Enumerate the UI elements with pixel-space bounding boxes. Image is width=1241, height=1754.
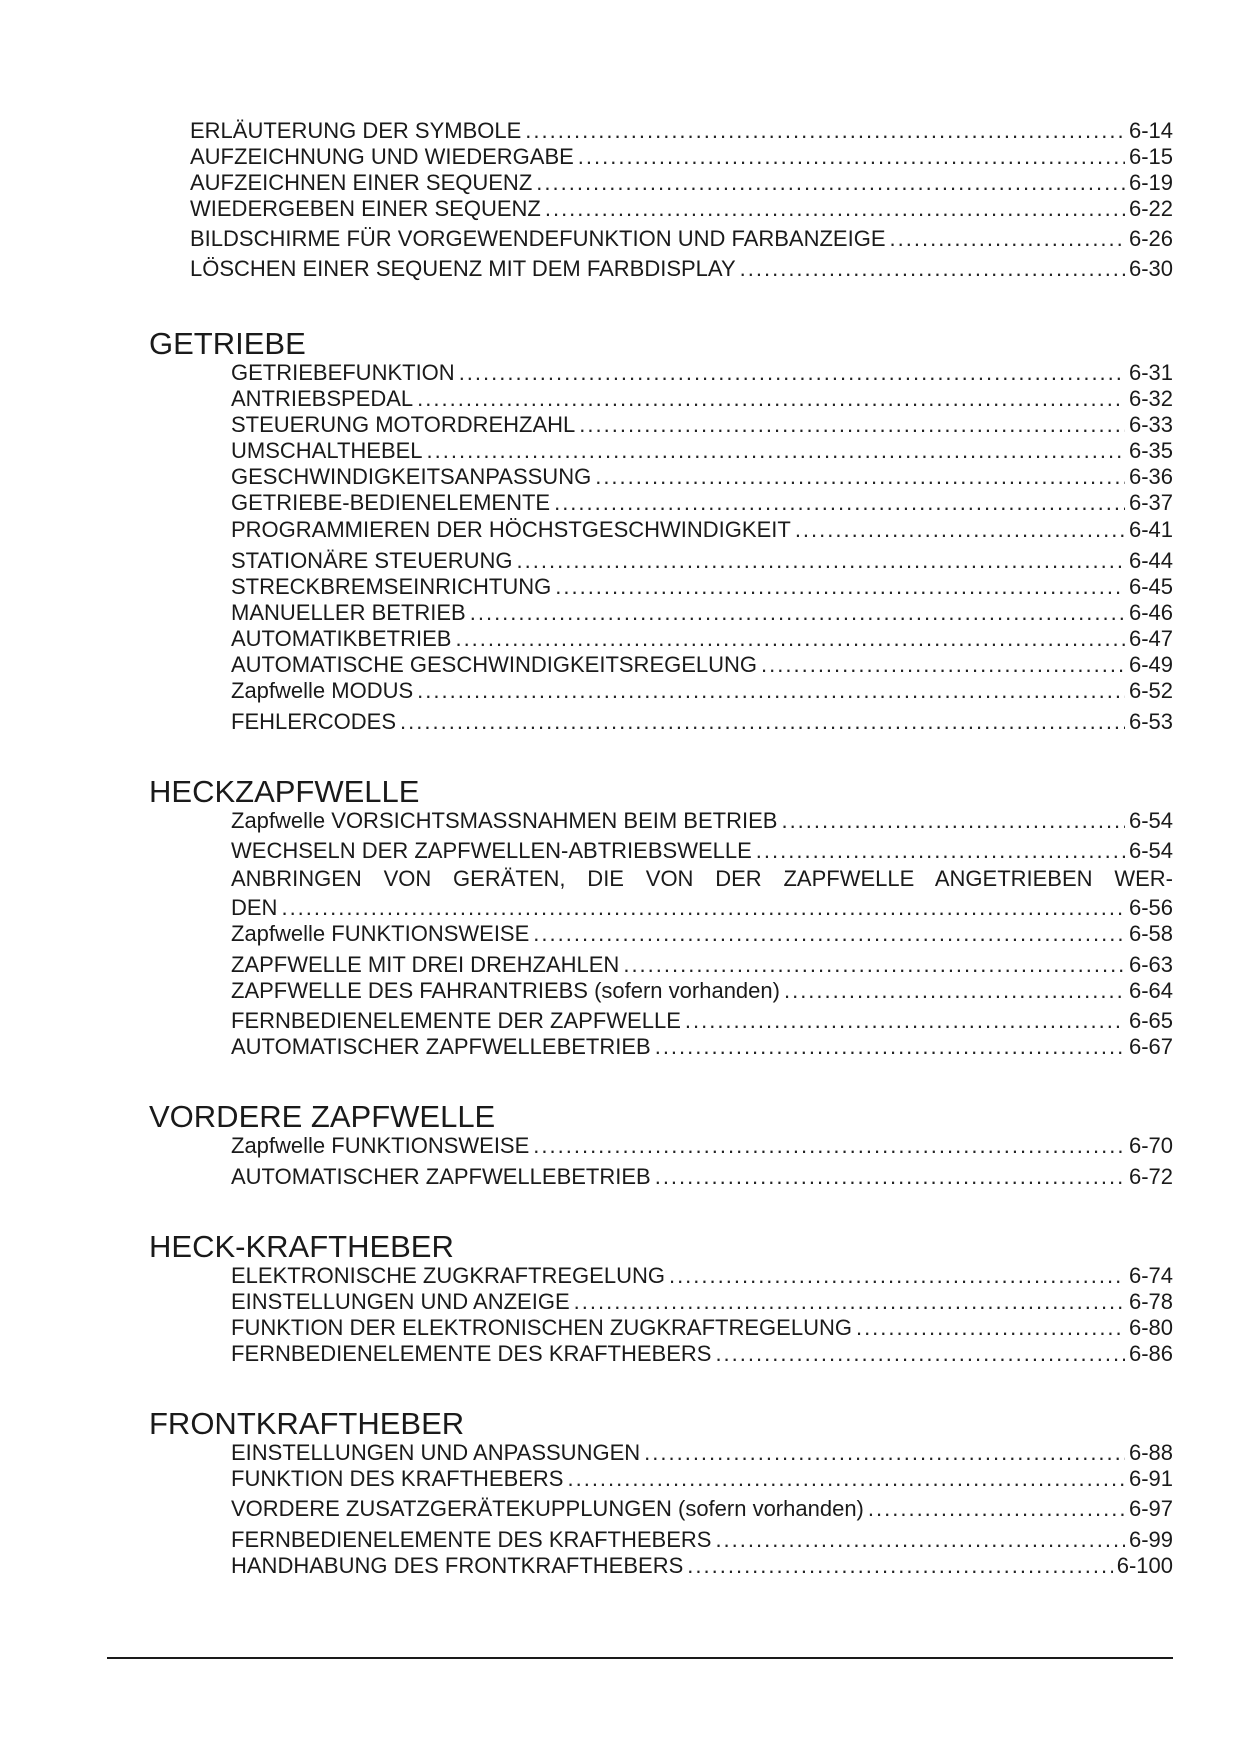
entry-title: AUTOMATISCHE GESCHWINDIGKEITSREGELUNG bbox=[231, 652, 758, 677]
entry-title: BILDSCHIRME FÜR VORGEWENDEFUNKTION UND FARBANZEIGE bbox=[190, 226, 886, 251]
dot-leader bbox=[669, 1263, 1125, 1289]
toc-entry[interactable] bbox=[231, 1440, 1173, 1466]
entry-page-number: 6-41 bbox=[1128, 517, 1173, 542]
dot-leader bbox=[685, 1008, 1125, 1034]
dot-leader bbox=[868, 1496, 1125, 1522]
entry-title: ZAPFWELLE MIT DREI DREHZAHLEN bbox=[231, 952, 620, 977]
entry-page-number: 6-54 bbox=[1128, 808, 1173, 833]
section-heading: GETRIEBE bbox=[149, 326, 306, 361]
dot-leader bbox=[554, 490, 1125, 516]
entry-page-number: 6-80 bbox=[1128, 1315, 1173, 1340]
toc-entry[interactable] bbox=[231, 517, 1173, 543]
toc-entry[interactable] bbox=[231, 1466, 1173, 1492]
entry-title: ELEKTRONISCHE ZUGKRAFTREGELUNG bbox=[231, 1263, 665, 1288]
toc-entry[interactable] bbox=[231, 412, 1173, 438]
entry-title: FERNBEDIENELEMENTE DES KRAFTHEBERS bbox=[231, 1341, 712, 1366]
section-heading: HECK-KRAFTHEBER bbox=[149, 1229, 454, 1264]
dot-leader bbox=[574, 1289, 1125, 1315]
dot-leader bbox=[417, 386, 1125, 412]
toc-entry[interactable] bbox=[231, 438, 1173, 464]
entry-page-number: 6-46 bbox=[1128, 600, 1173, 625]
toc-entry[interactable] bbox=[231, 1133, 1173, 1159]
dot-leader bbox=[715, 1527, 1125, 1553]
entry-page-number: 6-33 bbox=[1128, 412, 1173, 437]
entry-page-number: 6-86 bbox=[1128, 1341, 1173, 1366]
entry-title: FERNBEDIENELEMENTE DER ZAPFWELLE bbox=[231, 1008, 681, 1033]
toc-entry[interactable] bbox=[231, 952, 1173, 978]
entry-page-number: 6-37 bbox=[1128, 490, 1173, 515]
entry-page-number: 6-97 bbox=[1128, 1496, 1173, 1521]
entry-page-number: 6-64 bbox=[1128, 978, 1173, 1003]
entry-title: Zapfwelle FUNKTIONSWEISE bbox=[231, 921, 530, 946]
toc-entry[interactable] bbox=[231, 1164, 1173, 1190]
dot-leader bbox=[427, 438, 1125, 464]
toc-entry[interactable] bbox=[231, 360, 1173, 386]
entry-page-number: 6-26 bbox=[1128, 226, 1173, 251]
dot-leader bbox=[715, 1341, 1125, 1367]
toc-entry[interactable] bbox=[231, 1341, 1173, 1367]
entry-page-number: 6-54 bbox=[1128, 838, 1173, 863]
entry-title: ERLÄUTERUNG DER SYMBOLE bbox=[190, 118, 522, 143]
dot-leader bbox=[761, 652, 1125, 678]
toc-entry[interactable] bbox=[190, 170, 1173, 196]
entry-page-number: 6-49 bbox=[1128, 652, 1173, 677]
toc-entry[interactable] bbox=[231, 978, 1173, 1004]
dot-leader bbox=[687, 1553, 1112, 1579]
entry-title: FUNKTION DER ELEKTRONISCHEN ZUGKRAFTREGELUNG bbox=[231, 1315, 852, 1340]
entry-title: GESCHWINDIGKEITSANPASSUNG bbox=[231, 464, 592, 489]
entry-title: GETRIEBE-BEDIENELEMENTE bbox=[231, 490, 551, 515]
toc-entry[interactable] bbox=[231, 1034, 1173, 1060]
dot-leader bbox=[533, 921, 1125, 947]
section-heading: VORDERE ZAPFWELLE bbox=[149, 1099, 496, 1134]
entry-title: PROGRAMMIEREN DER HÖCHSTGESCHWINDIGKEIT bbox=[231, 517, 791, 542]
dot-leader bbox=[795, 517, 1125, 543]
entry-title: MANUELLER BETRIEB bbox=[231, 600, 466, 625]
dot-leader bbox=[655, 1034, 1125, 1060]
entry-title: AUTOMATIKBETRIEB bbox=[231, 626, 452, 651]
entry-page-number: 6-35 bbox=[1128, 438, 1173, 463]
entry-title: AUTOMATISCHER ZAPFWELLEBETRIEB bbox=[231, 1164, 651, 1189]
toc-entry[interactable] bbox=[231, 808, 1173, 834]
entry-page-number: 6-78 bbox=[1128, 1289, 1173, 1314]
toc-entry[interactable] bbox=[231, 1527, 1173, 1553]
entry-title: STEUERUNG MOTORDREHZAHL bbox=[231, 412, 576, 437]
toc-entry[interactable] bbox=[231, 574, 1173, 600]
toc-entry[interactable] bbox=[190, 144, 1173, 170]
entry-page-number: 6-36 bbox=[1128, 464, 1173, 489]
toc-entry[interactable] bbox=[231, 464, 1173, 490]
entry-title: EINSTELLUNGEN UND ANPASSUNGEN bbox=[231, 1440, 641, 1465]
section-heading: FRONTKRAFTHEBER bbox=[149, 1406, 465, 1441]
entry-title: Zapfwelle FUNKTIONSWEISE bbox=[231, 1133, 530, 1158]
toc-entry[interactable] bbox=[231, 895, 1173, 921]
entry-page-number: 6-100 bbox=[1116, 1553, 1173, 1578]
entry-page-number: 6-88 bbox=[1128, 1440, 1173, 1465]
dot-leader bbox=[740, 256, 1125, 282]
entry-page-number: 6-67 bbox=[1128, 1034, 1173, 1059]
dot-leader bbox=[856, 1315, 1125, 1341]
entry-page-number: 6-53 bbox=[1128, 709, 1173, 734]
toc-entry[interactable] bbox=[231, 548, 1173, 574]
toc-entry[interactable] bbox=[190, 118, 1173, 144]
entry-title: FEHLERCODES bbox=[231, 709, 397, 734]
toc-entry[interactable] bbox=[231, 838, 1173, 864]
dot-leader bbox=[890, 226, 1125, 252]
entry-page-number: 6-99 bbox=[1128, 1527, 1173, 1552]
toc-entry[interactable] bbox=[190, 256, 1173, 282]
toc-entry[interactable] bbox=[231, 1553, 1173, 1579]
footer-rule bbox=[107, 1657, 1173, 1659]
toc-entry[interactable] bbox=[231, 1263, 1173, 1289]
toc-entry[interactable] bbox=[231, 709, 1173, 735]
entry-title: AUTOMATISCHER ZAPFWELLEBETRIEB bbox=[231, 1034, 651, 1059]
dot-leader bbox=[781, 808, 1125, 834]
dot-leader bbox=[417, 678, 1125, 704]
entry-page-number: 6-31 bbox=[1128, 360, 1173, 385]
entry-title: WIEDERGEBEN EINER SEQUENZ bbox=[190, 196, 541, 221]
toc-entry[interactable] bbox=[231, 652, 1173, 678]
entry-title-first-line[interactable]: ANBRINGEN VON GERÄTEN, DIE VON DER ZAPFWELLE ANGETRIEBEN WER- bbox=[231, 866, 1173, 891]
toc-entry[interactable] bbox=[231, 1496, 1173, 1522]
entry-page-number: 6-14 bbox=[1128, 118, 1173, 143]
entry-page-number: 6-74 bbox=[1128, 1263, 1173, 1288]
dot-leader bbox=[579, 412, 1125, 438]
entry-page-number: 6-63 bbox=[1128, 952, 1173, 977]
entry-page-number: 6-47 bbox=[1128, 626, 1173, 651]
toc-entry[interactable] bbox=[190, 226, 1173, 252]
entry-page-number: 6-91 bbox=[1128, 1466, 1173, 1491]
entry-page-number: 6-52 bbox=[1128, 678, 1173, 703]
entry-page-number: 6-32 bbox=[1128, 386, 1173, 411]
dot-leader bbox=[545, 196, 1125, 222]
dot-leader bbox=[281, 895, 1125, 921]
entry-page-number: 6-30 bbox=[1128, 256, 1173, 281]
toc-entry[interactable] bbox=[231, 1315, 1173, 1341]
entry-title: FUNKTION DES KRAFTHEBERS bbox=[231, 1466, 564, 1491]
entry-page-number: 6-56 bbox=[1128, 895, 1173, 920]
entry-title: UMSCHALTHEBEL bbox=[231, 438, 423, 463]
entry-title: EINSTELLUNGEN UND ANZEIGE bbox=[231, 1289, 570, 1314]
toc-entry[interactable] bbox=[231, 921, 1173, 947]
entry-title: ANTRIEBSPEDAL bbox=[231, 386, 414, 411]
entry-page-number: 6-15 bbox=[1128, 144, 1173, 169]
entry-title: HANDHABUNG DES FRONTKRAFTHEBERS bbox=[231, 1553, 684, 1578]
entry-page-number: 6-45 bbox=[1128, 574, 1173, 599]
dot-leader bbox=[533, 1133, 1125, 1159]
entry-title: AUFZEICHNEN EINER SEQUENZ bbox=[190, 170, 533, 195]
dot-leader bbox=[623, 952, 1125, 978]
entry-page-number: 6-72 bbox=[1128, 1164, 1173, 1189]
toc-entry[interactable] bbox=[231, 490, 1173, 516]
toc-entry[interactable] bbox=[190, 196, 1173, 222]
dot-leader bbox=[459, 360, 1125, 386]
toc-entry[interactable] bbox=[231, 1008, 1173, 1034]
entry-page-number: 6-65 bbox=[1128, 1008, 1173, 1033]
dot-leader bbox=[400, 709, 1125, 735]
dot-leader bbox=[567, 1466, 1124, 1492]
entry-title: LÖSCHEN EINER SEQUENZ MIT DEM FARBDISPLAY bbox=[190, 256, 736, 281]
toc-entry[interactable] bbox=[231, 600, 1173, 626]
entry-page-number: 6-44 bbox=[1128, 548, 1173, 573]
toc-entry[interactable] bbox=[231, 386, 1173, 412]
dot-leader bbox=[555, 574, 1125, 600]
entry-title: ZAPFWELLE DES FAHRANTRIEBS (sofern vorhanden) bbox=[231, 978, 780, 1003]
toc-entry[interactable] bbox=[231, 626, 1173, 652]
entry-title: AUFZEICHNUNG UND WIEDERGABE bbox=[190, 144, 574, 169]
entry-title: FERNBEDIENELEMENTE DES KRAFTHEBERS bbox=[231, 1527, 712, 1552]
entry-title: Zapfwelle VORSICHTSMASSNAHMEN BEIM BETRIEB bbox=[231, 808, 778, 833]
dot-leader bbox=[536, 170, 1125, 196]
dot-leader bbox=[655, 1164, 1125, 1190]
entry-title: WECHSELN DER ZAPFWELLEN-ABTRIEBSWELLE bbox=[231, 838, 752, 863]
dot-leader bbox=[595, 464, 1125, 490]
dot-leader bbox=[455, 626, 1125, 652]
entry-page-number: 6-19 bbox=[1128, 170, 1173, 195]
entry-title: STATIONÄRE STEUERUNG bbox=[231, 548, 513, 573]
toc-entry[interactable] bbox=[231, 678, 1173, 704]
entry-page-number: 6-58 bbox=[1128, 921, 1173, 946]
entry-title: DEN bbox=[231, 895, 278, 920]
toc-entry[interactable] bbox=[231, 1289, 1173, 1315]
entry-page-number: 6-22 bbox=[1128, 196, 1173, 221]
dot-leader bbox=[525, 118, 1125, 144]
dot-leader bbox=[784, 978, 1125, 1004]
dot-leader bbox=[644, 1440, 1125, 1466]
dot-leader bbox=[578, 144, 1125, 170]
dot-leader bbox=[517, 548, 1125, 574]
entry-title: GETRIEBEFUNKTION bbox=[231, 360, 455, 385]
dot-leader bbox=[756, 838, 1125, 864]
section-heading: HECKZAPFWELLE bbox=[149, 774, 420, 809]
entry-title: Zapfwelle MODUS bbox=[231, 678, 414, 703]
entry-page-number: 6-70 bbox=[1128, 1133, 1173, 1158]
entry-title: STRECKBREMSEINRICHTUNG bbox=[231, 574, 552, 599]
entry-title: VORDERE ZUSATZGERÄTEKUPPLUNGEN (sofern vorhanden) bbox=[231, 1496, 864, 1521]
dot-leader bbox=[470, 600, 1125, 626]
